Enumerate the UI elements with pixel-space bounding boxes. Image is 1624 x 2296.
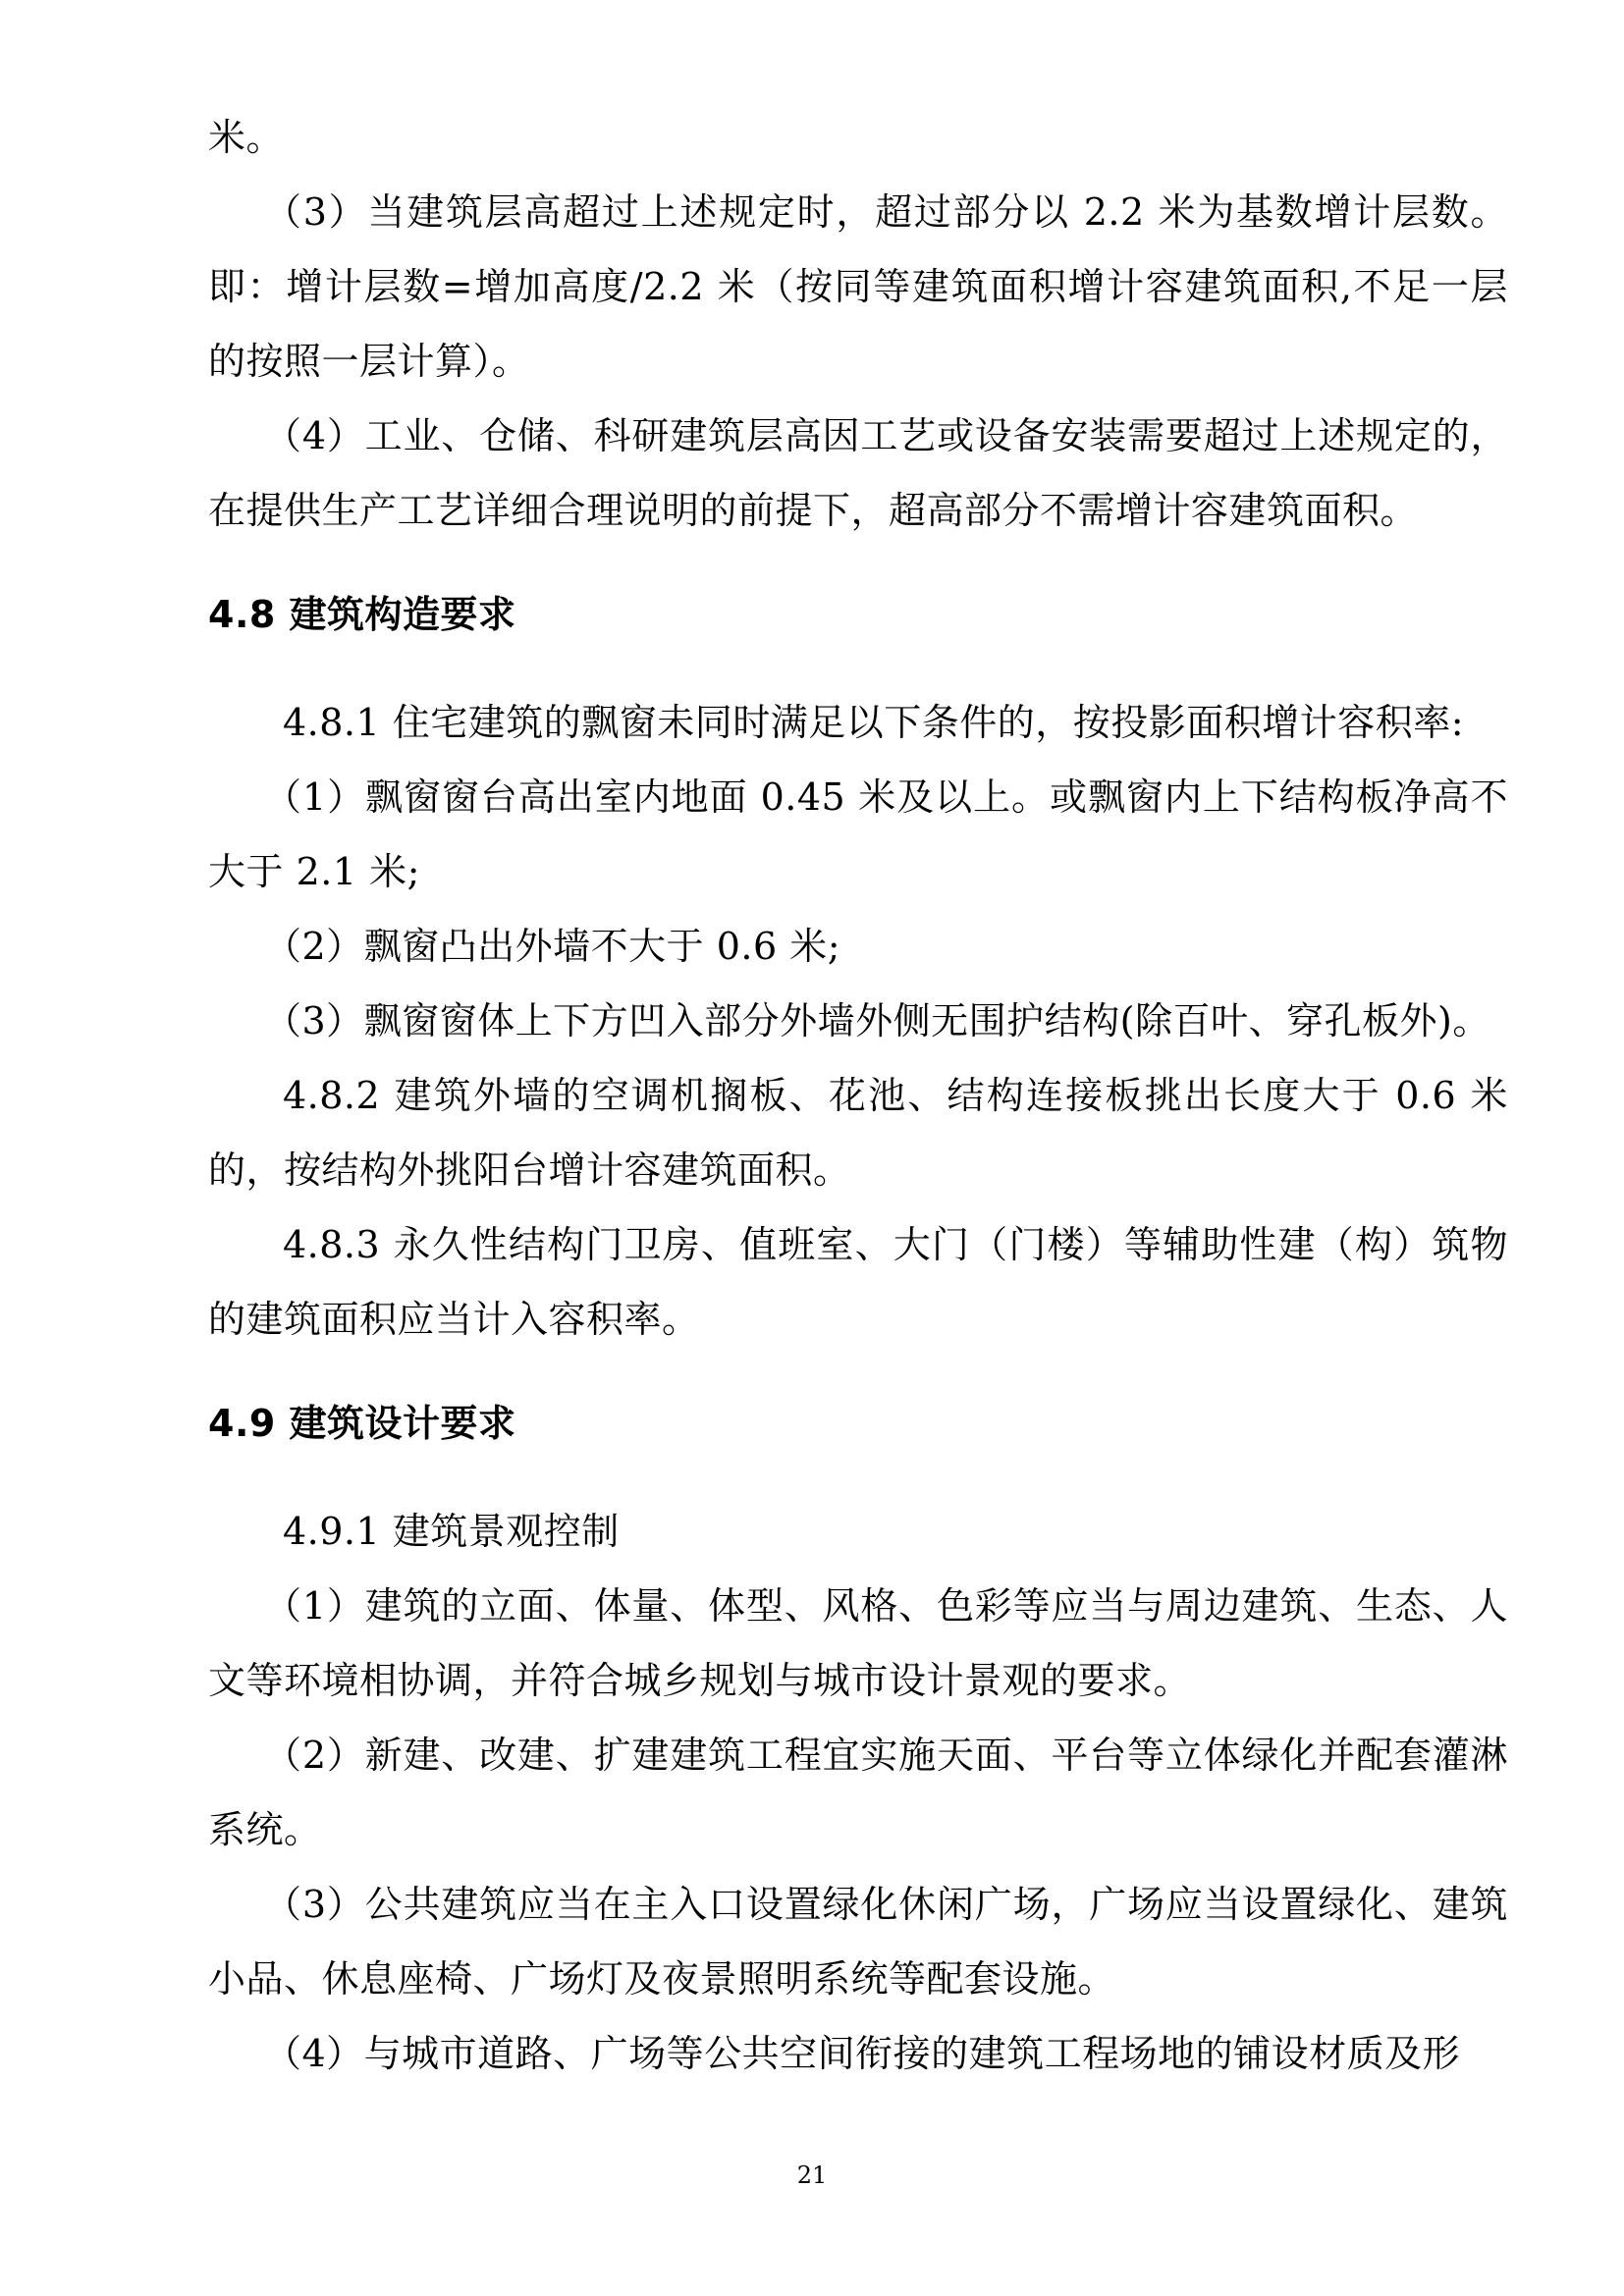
page-number: 21 <box>796 2162 828 2189</box>
paragraph-4-8-1: 4.8.1 住宅建筑的飘窗未同时满足以下条件的，按投影面积增计容积率: <box>283 701 1465 744</box>
paragraph-bay-window-condition-3: （3）飘窗窗体上下方凹入部分外墙外侧无围护结构(除百叶、穿孔板外)。 <box>264 999 1490 1042</box>
paragraph-4-8-2: 4.8.2 建筑外墙的空调机搁板、花池、结构连接板挑出长度大于 0.6 米的，按结构外挑阳台增计容建筑面积。 <box>208 1074 1508 1192</box>
paragraph-4-8-3: 4.8.3 永久性结构门卫房、值班室、大门（门楼）等辅助性建（构）筑物的建筑面积应当计入容积率。 <box>208 1223 1508 1341</box>
page-content <box>208 100 1508 2091</box>
section-heading-4-9: 4.9 建筑设计要求 <box>208 1402 516 1445</box>
paragraph-landscape-item-2: （2）新建、改建、扩建建筑工程宜实施天面、平台等立体绿化并配套灌淋系统。 <box>208 1734 1508 1851</box>
paragraph-4-9-1: 4.9.1 建筑景观控制 <box>283 1510 620 1553</box>
paragraph-continuation: 米。 <box>208 116 285 159</box>
paragraph-bay-window-condition-1: （1）飘窗窗台高出室内地面 0.45 米及以上。或飘窗内上下结构板净高不大于 2.1 米; <box>208 775 1508 893</box>
paragraph-landscape-item-1: （1）建筑的立面、体量、体型、风格、色彩等应当与周边建筑、生态、人文等环境相协调，并符合城乡规划与城市设计景观的要求。 <box>208 1584 1508 1702</box>
paragraph-landscape-item-4: （4）与城市道路、广场等公共空间衔接的建筑工程场地的铺设材质及形 <box>264 2032 1461 2075</box>
section-heading-4-8: 4.8 建筑构造要求 <box>208 593 516 636</box>
paragraph-landscape-item-3: （3）公共建筑应当在主入口设置绿化休闲广场，广场应当设置绿化、建筑小品、休息座椅、广场灯及夜景照明系统等配套设施。 <box>208 1883 1508 2001</box>
paragraph-item-4-industrial: （4）工业、仓储、科研建筑层高因工艺或设备安装需要超过上述规定的，在提供生产工艺详细合理说明的前提下，超高部分不需增计容建筑面积。 <box>208 414 1508 532</box>
paragraph-bay-window-condition-2: （2）飘窗凸出外墙不大于 0.6 米; <box>264 925 841 968</box>
paragraph-item-3-floor-height: （3）当建筑层高超过上述规定时，超过部分以 2.2 米为基数增计层数。即：增计层数=增加高度/2.2 米（按同等建筑面积增计容建筑面积,不足一层的按照一层计算）。 <box>208 190 1508 383</box>
